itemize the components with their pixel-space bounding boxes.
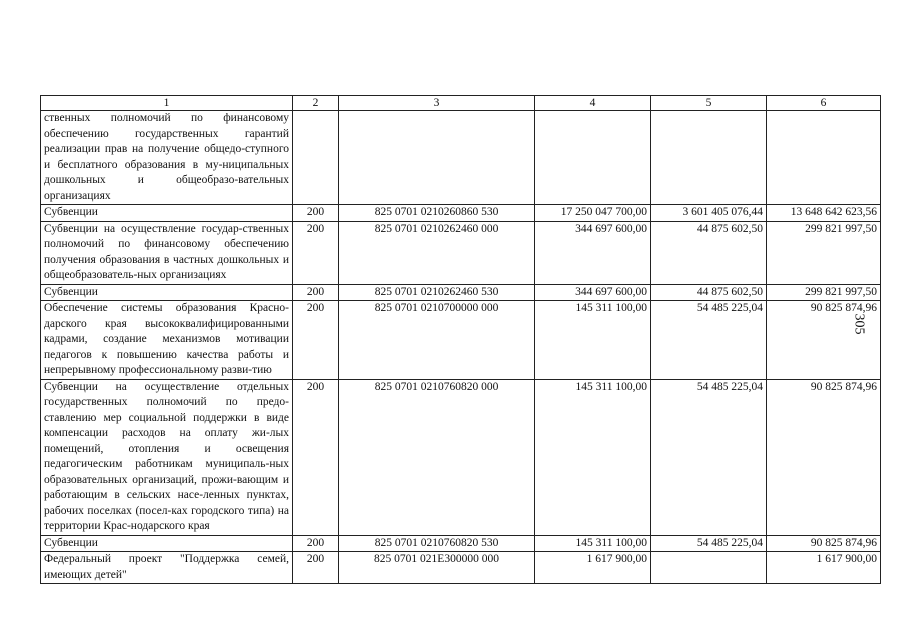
row-account: 825 0701 0210700000 000 xyxy=(339,301,535,380)
row-description: Субвенции на осуществление отдельных государственных полномочий по предо-ставлению мер социальной поддержки в виде компенсации расходов на оплату жи-лых помещений, отопления и освещения педагогическим работникам муниципаль-ных образовательных организаций, прожи-вающим и работающим в сельских насе-ленных пунктах, рабочих поселках (посел-ках городского типа) на территории Крас-нодарского края xyxy=(41,379,293,535)
row-code: 200 xyxy=(293,205,339,222)
row-amount-executed: 54 485 225,04 xyxy=(651,535,767,552)
row-amount-remaining: 90 825 874,96 xyxy=(767,379,881,535)
page-number: 305 xyxy=(851,313,867,335)
row-amount-planned: 344 697 600,00 xyxy=(535,221,651,284)
row-account: 825 0701 0210760820 530 xyxy=(339,535,535,552)
row-code: 200 xyxy=(293,535,339,552)
row-code: 200 xyxy=(293,284,339,301)
row-account: 825 0701 0210262460 530 xyxy=(339,284,535,301)
row-amount-planned: 145 311 100,00 xyxy=(535,301,651,380)
row-amount-executed xyxy=(651,552,767,584)
row-code: 200 xyxy=(293,221,339,284)
row-description: Федеральный проект "Поддержка семей, имеющих детей" xyxy=(41,552,293,584)
header-cell: 1 xyxy=(41,96,293,111)
row-amount-remaining: 299 821 997,50 xyxy=(767,221,881,284)
row-description: Обеспечение системы образования Красно-дарского края высококвалифицированными кадрами, создание механизмов мотивации педагогов к повышению качества работы и непрерывному профессиональному разви-тию xyxy=(41,301,293,380)
table-row xyxy=(41,111,881,205)
row-amount-planned: 344 697 600,00 xyxy=(535,284,651,301)
row-code: 200 xyxy=(293,552,339,584)
row-amount-planned: 145 311 100,00 xyxy=(535,379,651,535)
row-description: Субвенции xyxy=(41,205,293,222)
row-amount-planned: 1 617 900,00 xyxy=(535,552,651,584)
row-amount-planned: 17 250 047 700,00 xyxy=(535,205,651,222)
row-amount-executed: 3 601 405 076,44 xyxy=(651,205,767,222)
header-cell: 5 xyxy=(651,96,767,111)
row-account: 825 0701 0210262460 000 xyxy=(339,221,535,284)
table-row xyxy=(41,205,881,222)
row-account: 825 0701 0210260860 530 xyxy=(339,205,535,222)
row-amount-executed: 54 485 225,04 xyxy=(651,301,767,380)
row-description: Субвенции xyxy=(41,284,293,301)
row-description: Субвенции xyxy=(41,535,293,552)
row-account: 825 0701 0210760820 000 xyxy=(339,379,535,535)
row-account xyxy=(339,111,535,205)
row-amount-remaining: 1 617 900,00 xyxy=(767,552,881,584)
row-amount-remaining: 90 825 874,96 xyxy=(767,301,881,380)
header-cell: 3 xyxy=(339,96,535,111)
table-body xyxy=(41,96,881,584)
row-amount-planned: 145 311 100,00 xyxy=(535,535,651,552)
row-description: ственных полномочий по финансовому обеспечению государственных гарантий реализации прав на получение общедо-ступного и бесплатного образования в му-ниципальных дошкольных и общеобразо-вательных организациях xyxy=(41,111,293,205)
budget-table xyxy=(40,95,881,584)
table-row xyxy=(41,301,881,380)
row-amount-remaining: 90 825 874,96 xyxy=(767,535,881,552)
row-amount-remaining: 299 821 997,50 xyxy=(767,284,881,301)
row-amount-planned xyxy=(535,111,651,205)
row-amount-executed: 54 485 225,04 xyxy=(651,379,767,535)
row-amount-remaining: 13 648 642 623,56 xyxy=(767,205,881,222)
table-row xyxy=(41,284,881,301)
header-row xyxy=(41,96,881,111)
row-account: 825 0701 021E300000 000 xyxy=(339,552,535,584)
table-row xyxy=(41,221,881,284)
row-code xyxy=(293,111,339,205)
row-amount-remaining xyxy=(767,111,881,205)
table-row xyxy=(41,535,881,552)
header-cell: 6 xyxy=(767,96,881,111)
table-row xyxy=(41,552,881,584)
row-description: Субвенции на осуществление государ-ственных полномочий по финансовому обеспечению получения образования в частных дошкольных и общеобразователь-ных организациях xyxy=(41,221,293,284)
header-cell: 2 xyxy=(293,96,339,111)
header-cell: 4 xyxy=(535,96,651,111)
row-amount-executed: 44 875 602,50 xyxy=(651,221,767,284)
row-code: 200 xyxy=(293,379,339,535)
row-amount-executed: 44 875 602,50 xyxy=(651,284,767,301)
row-amount-executed xyxy=(651,111,767,205)
table-row xyxy=(41,379,881,535)
row-code: 200 xyxy=(293,301,339,380)
